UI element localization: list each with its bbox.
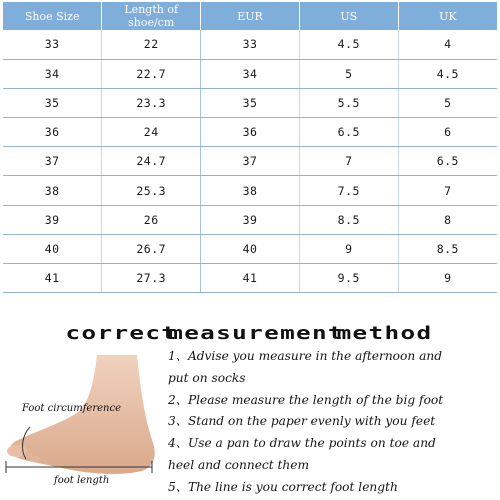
toe <box>32 456 41 462</box>
cell-length: 26.7 <box>102 234 201 263</box>
cell-uk: 7 <box>398 176 497 205</box>
step-line: 5、The line is you correct foot length <box>168 479 398 494</box>
table-row <box>3 147 497 176</box>
step-line: 3、Stand on the paper evenly with you feet <box>168 414 436 429</box>
size-chart-table <box>3 2 497 293</box>
cell-eur: 36 <box>201 118 300 147</box>
table-row <box>3 205 497 234</box>
cell-length: 24 <box>102 118 201 147</box>
cell-us: 7.5 <box>299 176 398 205</box>
cell-length: 22 <box>102 30 201 59</box>
step-line: 4、Use a pan to draw the points on toe and <box>168 436 436 451</box>
foot-circumference-label: Foot circumference <box>22 403 122 414</box>
cell-eur: 35 <box>201 88 300 117</box>
step-line: heel and connect them <box>168 457 310 472</box>
cell-eur: 33 <box>201 30 300 59</box>
method-title-word: correct <box>65 322 178 344</box>
cell-eur: 39 <box>201 205 300 234</box>
cell-us: 6.5 <box>299 118 398 147</box>
cell-uk: 8 <box>398 205 497 234</box>
step-line: 2、Please measure the length of the big foot <box>168 392 444 407</box>
cell-shoe-size: 36 <box>3 118 102 147</box>
cell-uk: 6.5 <box>398 147 497 176</box>
foot-length-label: foot length <box>54 475 110 486</box>
cell-uk: 9 <box>398 264 497 293</box>
cell-uk: 4 <box>398 30 497 59</box>
cell-uk: 6 <box>398 118 497 147</box>
cell-eur: 34 <box>201 59 300 88</box>
table-row <box>3 264 497 293</box>
table-row <box>3 176 497 205</box>
cell-eur: 38 <box>201 176 300 205</box>
cell-us: 8.5 <box>299 205 398 234</box>
table-row <box>3 30 497 59</box>
method-title-word: measurement <box>168 322 344 344</box>
cell-shoe-size: 35 <box>3 88 102 117</box>
method-title-word: method <box>336 322 433 344</box>
cell-length: 23.3 <box>102 88 201 117</box>
header-length: Length of shoe/cm <box>102 2 201 30</box>
cell-us: 5 <box>299 59 398 88</box>
header-eur: EUR <box>201 2 300 30</box>
cell-length: 24.7 <box>102 147 201 176</box>
cell-shoe-size: 37 <box>3 147 102 176</box>
cell-eur: 41 <box>201 264 300 293</box>
cell-length: 26 <box>102 205 201 234</box>
cell-shoe-size: 34 <box>3 59 102 88</box>
step-line: 1、Advise you measure in the afternoon and <box>168 349 442 363</box>
table-row <box>3 59 497 88</box>
table-row <box>3 118 497 147</box>
table-row <box>3 88 497 117</box>
table-row <box>3 234 497 263</box>
cell-us: 9 <box>299 234 398 263</box>
header-uk: UK <box>398 2 497 30</box>
cell-shoe-size: 41 <box>3 264 102 293</box>
cell-length: 25.3 <box>102 176 201 205</box>
cell-us: 5.5 <box>299 88 398 117</box>
cell-uk: 8.5 <box>398 234 497 263</box>
cell-uk: 5 <box>398 88 497 117</box>
measurement-steps <box>168 346 498 499</box>
cell-us: 7 <box>299 147 398 176</box>
method-title <box>0 320 500 346</box>
cell-length: 22.7 <box>102 59 201 88</box>
cell-eur: 40 <box>201 234 300 263</box>
foot-measurement-illustration <box>2 355 162 500</box>
cell-shoe-size: 40 <box>3 234 102 263</box>
cell-length: 27.3 <box>102 264 201 293</box>
header-us: US <box>299 2 398 30</box>
header-shoe-size: Shoe Size <box>3 2 102 30</box>
cell-shoe-size: 39 <box>3 205 102 234</box>
cell-shoe-size: 33 <box>3 30 102 59</box>
cell-us: 4.5 <box>299 30 398 59</box>
cell-us: 9.5 <box>299 264 398 293</box>
step-line: put on socks <box>168 370 246 385</box>
cell-uk: 4.5 <box>398 59 497 88</box>
cell-shoe-size: 38 <box>3 176 102 205</box>
table-header-row <box>3 2 497 30</box>
cell-eur: 37 <box>201 147 300 176</box>
